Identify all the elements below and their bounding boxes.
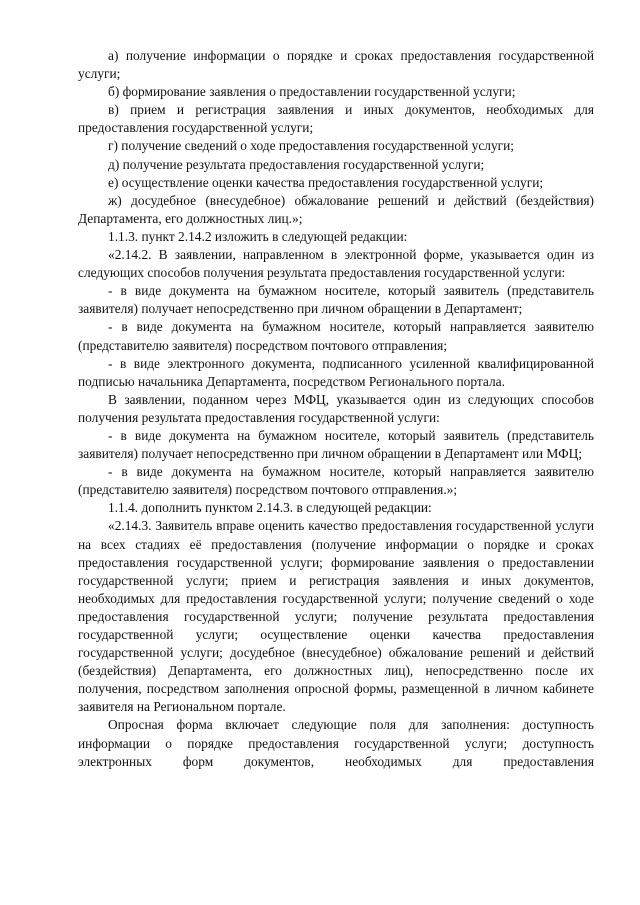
paragraph-item-v: в) прием и регистрация заявления и иных документов, необходимых для предоставления государственной услуги; (78, 102, 594, 136)
paragraph-item-a: а) получение информации о порядке и сроках предоставления государственной услуги; (78, 48, 594, 82)
paragraph-mfc: В заявлении, поданном через МФЦ, указывается один из следующих способов получения результата предоставления государственной услуги: (78, 391, 594, 425)
paragraph-1-1-3: 1.1.3. пункт 2.14.2 изложить в следующей редакции: (108, 228, 408, 244)
paragraph-item-zh: ж) досудебное (внесудебное) обжалование решений и действий (бездействия) Департамента, его должностных лиц.»; (78, 192, 594, 226)
paragraph-2-14-3: «2.14.3. Заявитель вправе оценить качество предоставления государственной услуги на всех стадиях её предоставления (получение информации о порядке и сроках предоставления государственной услуги; формирование заявления о предоставлении государственной услуги; прием и регистрация заявления и иных документов, необходимых для предоставления государственной услуги; получение сведений о ходе предоставления государственной услуги; получение результата предоставления государственной услуги; осуществление оценки качества предоставления государственной услуги; досудебное (внесудебное) обжалование решений и действий (бездействия) Департамента, его должностных лиц), непосредственно после их получения, посредством заполнения опросной формы, размещенной в личном кабинете заявителя на Региональном портале. (78, 518, 594, 715)
paragraph-paper-personal: - в виде документа на бумажном носителе, который заявитель (представитель заявителя) получает непосредственно при личном обращении в Департамент; (78, 283, 594, 317)
paragraph-item-e: е) осуществление оценки качества предоставления государственной услуги; (108, 174, 544, 190)
paragraph-1-1-4: 1.1.4. дополнить пунктом 2.14.3. в следующей редакции: (108, 500, 432, 516)
paragraph-item-b: б) формирование заявления о предоставлении государственной услуги; (108, 84, 516, 100)
paragraph-paper-mail: - в виде документа на бумажном носителе, который направляется заявителю (представителю заявителя) посредством почтового отправления; (78, 319, 594, 353)
paragraph-electronic: - в виде электронного документа, подписанного усиленной квалифицированной подписью начальника Департамента, посредством Регионального портала. (78, 355, 594, 389)
paragraph-item-d: д) получение результата предоставления государственной услуги; (108, 156, 485, 172)
paragraph-survey-form: Опросная форма включает следующие поля для заполнения: доступность информации о порядке предоставления государственной услуги; доступность электронных форм документов, необходимых для предоставления (78, 717, 594, 769)
paragraph-item-g: г) получение сведений о ходе предоставления государственной услуги; (108, 138, 515, 154)
paragraph-mfc-paper-personal: - в виде документа на бумажном носителе, который заявитель (представитель заявителя) получает непосредственно при личном обращении в Департамент или МФЦ; (78, 427, 594, 462)
paragraph-mfc-paper-mail: - в виде документа на бумажном носителе, который направляется заявителю (представителю заявителя) посредством почтового отправления.»; (78, 464, 594, 498)
paragraph-2-14-2: «2.14.2. В заявлении, направленном в электронной форме, указывается один из следующих способов получения результата предоставления государственной услуги: (78, 247, 594, 281)
